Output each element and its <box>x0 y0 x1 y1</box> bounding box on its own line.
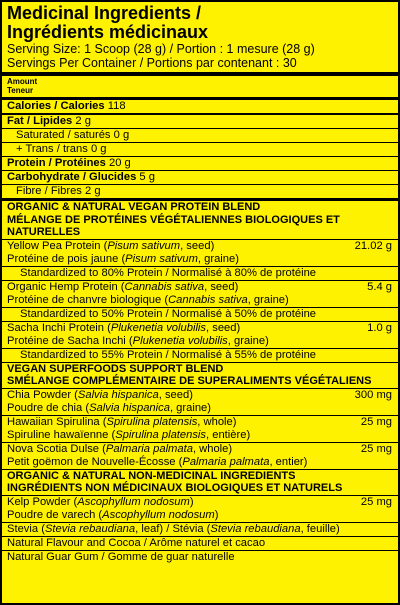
row-fat <box>2 115 398 129</box>
protein-label: Protein / Protéines <box>7 157 106 169</box>
saturated-label: Saturated / saturés <box>16 129 111 141</box>
row-fibre <box>2 185 398 201</box>
standardization-row: Standardized to 80% Protein / Normalisé à 80% de protéine <box>2 267 398 281</box>
nonmed-heading <box>2 470 398 496</box>
ingredient-amount: 25 mg <box>360 495 392 508</box>
ingredient-amount: 25 mg <box>360 442 392 455</box>
blend1-title-en: ORGANIC & NATURAL VEGAN PROTEIN BLEND <box>7 201 261 213</box>
serving-size: Serving Size: 1 Scoop (28 g) / Portion : 1 mesure (28 g) <box>7 42 315 56</box>
ingredient-row: Sacha Inchi Protein (Plukenetia volubilis, seed) Protéine de Sacha Inchi (Plukenetia volubilis, graine) 1.0 g <box>2 322 398 349</box>
blend2-title-fr: SMÉLANGE COMPLÉMENTAIRE DE SUPERALIMENTS VÉGÉTALIENS <box>7 375 372 387</box>
trans-value: 0 g <box>90 143 107 155</box>
ingredient-amount: 21.02 g <box>354 239 392 252</box>
blend1-heading <box>2 201 398 240</box>
amount-en: Amount <box>7 77 38 86</box>
carb-label: Carbohydrate / Glucides <box>7 171 137 183</box>
ingredient-row: Yellow Pea Protein (Pisum sativum, seed) Protéine de pois jaune (Pisum sativum, graine) 21.02 g <box>2 240 398 267</box>
row-saturated <box>2 129 398 143</box>
ingredient-amount: 300 mg <box>354 388 392 401</box>
saturated-value: 0 g <box>113 129 130 141</box>
fibre-value: 2 g <box>85 185 101 197</box>
fat-label: Fat / Lipides <box>7 115 73 127</box>
nonmed-title-fr: INGRÉDIENTS NON MÉDICINAUX BIOLOGIQUES ET NATURELS <box>7 482 343 494</box>
title-en: Medicinal Ingredients / <box>7 3 202 23</box>
ingredient-amount: 5.4 g <box>367 280 392 293</box>
fat-value: 2 g <box>75 115 91 127</box>
protein-value: 20 g <box>108 157 131 169</box>
calories-label: Calories / Calories <box>7 100 105 112</box>
fibre-label: Fibre / Fibres <box>16 185 82 197</box>
calories-value: 118 <box>107 100 126 112</box>
ingredient-row: Kelp Powder (Ascophyllum nodosum) Poudre de varech (Ascophyllum nodosum) 25 mg <box>2 496 398 523</box>
panel-header <box>2 2 398 70</box>
amount-fr: Teneur <box>7 86 34 95</box>
ingredient-row: Nova Scotia Dulse (Palmaria palmata, whole) Petit goëmon de Nouvelle-Écosse (Palmaria palmata, entier) 25 mg <box>2 443 398 470</box>
ingredient-row-flavour: Natural Flavour and Cocoa / Arôme naturel et cacao <box>2 537 398 551</box>
nonmed-title-en: ORGANIC & NATURAL NON-MEDICINAL INGREDIENTS <box>7 469 296 482</box>
row-carbohydrate <box>2 171 398 185</box>
ingredient-row-guar: Natural Guar Gum / Gomme de guar naturelle <box>7 550 235 563</box>
title-fr: Ingrédients médicinaux <box>7 22 209 42</box>
standardization-row: Standardized to 55% Protein / Normalisé à 55% de protéine <box>2 349 398 363</box>
carb-value: 5 g <box>139 171 155 183</box>
ingredient-amount: 1.0 g <box>367 321 392 334</box>
row-trans <box>2 143 398 157</box>
row-calories <box>2 100 398 115</box>
standardization-row: Standardized to 50% Protein / Normalisé à 50% de protéine <box>2 308 398 322</box>
amount-heading <box>2 76 398 100</box>
row-protein <box>2 157 398 171</box>
blend2-heading <box>2 363 398 389</box>
ingredient-row: Organic Hemp Protein (Cannabis sativa, seed) Protéine de chanvre biologique (Cannabis sativa, graine) 5.4 g <box>2 281 398 308</box>
blend1-title-fr: MÉLANGE DE PROTÉINES VÉGÉTALIENNES BIOLOGIQUES ET NATURELLES <box>7 213 340 238</box>
trans-label: + Trans / trans <box>16 143 88 155</box>
ingredient-row: Hawaiian Spirulina (Spirulina platensis, whole) Spiruline hawaïenne (Spirulina platensis, entière) 25 mg <box>2 416 398 443</box>
ingredient-amount: 25 mg <box>360 415 392 428</box>
ingredient-row-stevia: Stevia (Stevia rebaudiana, leaf) / Stévia (Stevia rebaudiana, feuille) <box>2 523 398 537</box>
ingredient-row: Chia Powder (Salvia hispanica, seed) Poudre de chia (Salvia hispanica, graine) 300 mg <box>2 389 398 416</box>
servings-per-container: Servings Per Container / Portions par contenant : 30 <box>7 56 297 70</box>
blend2-title-en: VEGAN SUPERFOODS SUPPORT BLEND <box>7 362 224 375</box>
